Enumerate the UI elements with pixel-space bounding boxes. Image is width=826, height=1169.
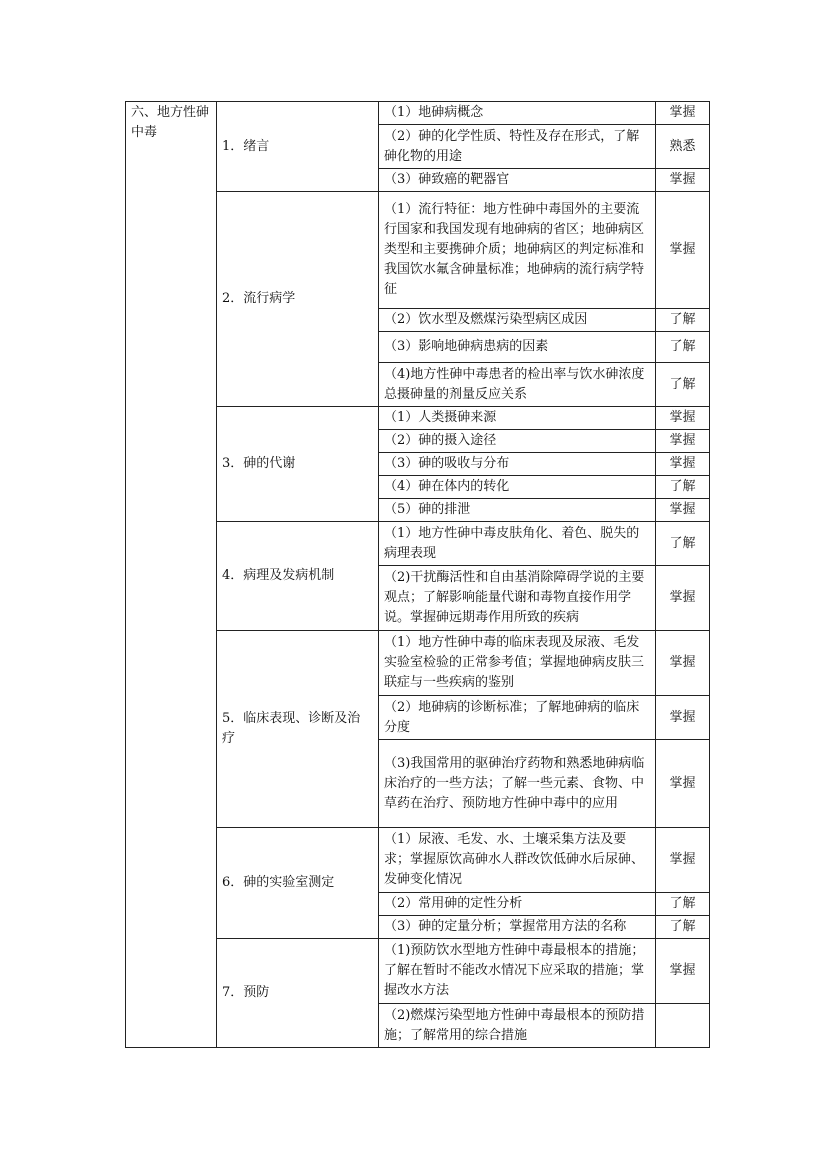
requirement-level: 掌握: [656, 696, 710, 740]
table-row: [126, 102, 710, 125]
content-item: （1）人类摄砷来源: [379, 407, 656, 430]
content-item: （2）砷的摄入途径: [379, 430, 656, 453]
syllabus-table: [125, 101, 710, 1048]
content-item: （3）影响地砷病患病的因素: [379, 332, 656, 363]
requirement-level: 了解: [656, 332, 710, 363]
requirement-level: 掌握: [656, 169, 710, 192]
content-item: （1）流行特征：地方性砷中毒国外的主要流行国家和我国发现有地砷病的省区；地砷病区类型和主要携砷介质；地砷病区的判定标准和我国饮水氟含砷量标准；地砷病的流行病学特征: [379, 192, 656, 309]
content-item: （4)地方性砷中毒患者的检出率与饮水砷浓度总摄砷量的剂量反应关系: [379, 363, 656, 407]
requirement-level: 了解: [656, 916, 710, 939]
requirement-level: 熟悉: [656, 125, 710, 169]
requirement-level: 掌握: [656, 566, 710, 631]
requirement-level: 掌握: [656, 430, 710, 453]
requirement-level: 了解: [656, 522, 710, 566]
requirement-level: 了解: [656, 309, 710, 332]
content-item: （2）常用砷的定性分析: [379, 893, 656, 916]
syllabus-body: [126, 102, 710, 1048]
content-item: （2）饮水型及燃煤污染型病区成因: [379, 309, 656, 332]
content-item: （2)燃煤污染型地方性砷中毒最根本的预防措施；了解常用的综合措施: [379, 1004, 656, 1048]
unit-title: 2．流行病学: [217, 192, 379, 407]
content-item: （1）地砷病概念: [379, 102, 656, 125]
unit-title: 5．临床表现、诊断及治疗: [217, 631, 379, 828]
content-item: （3）砷致癌的靶器官: [379, 169, 656, 192]
requirement-level: 掌握: [656, 192, 710, 309]
unit-title: 3．砷的代谢: [217, 407, 379, 522]
requirement-level: [656, 1004, 710, 1048]
content-item: （1）尿液、毛发、水、土壤采集方法及要求；掌握原饮高砷水人群改饮低砷水后尿砷、发砷变化情况: [379, 828, 656, 893]
chapter-title: 六、地方性砷中毒: [126, 102, 217, 1048]
content-item: （3）砷的吸收与分布: [379, 453, 656, 476]
content-item: （1）地方性砷中毒皮肤角化、着色、脱失的病理表现: [379, 522, 656, 566]
requirement-level: 掌握: [656, 453, 710, 476]
content-item: （2)干扰酶活性和自由基消除障碍学说的主要观点；了解影响能量代谢和毒物直接作用学说。掌握砷远期毒作用所致的疾病: [379, 566, 656, 631]
requirement-level: 掌握: [656, 499, 710, 522]
requirement-level: 掌握: [656, 939, 710, 1004]
unit-title: 7．预防: [217, 939, 379, 1048]
content-item: （2）砷的化学性质、特性及存在形式，了解砷化物的用途: [379, 125, 656, 169]
content-item: （5）砷的排泄: [379, 499, 656, 522]
requirement-level: 掌握: [656, 102, 710, 125]
requirement-level: 了解: [656, 476, 710, 499]
content-item: （1）地方性砷中毒的临床表现及尿液、毛发实验室检验的正常参考值；掌握地砷病皮肤三联症与一些疾病的鉴别: [379, 631, 656, 696]
content-item: （2）地砷病的诊断标准；了解地砷病的临床分度: [379, 696, 656, 740]
requirement-level: 掌握: [656, 828, 710, 893]
unit-title: 4．病理及发病机制: [217, 522, 379, 631]
unit-title: 6．砷的实验室测定: [217, 828, 379, 939]
requirement-level: 掌握: [656, 631, 710, 696]
content-item: （3)我国常用的驱砷治疗药物和熟悉地砷病临床治疗的一些方法；了解一些元素、食物、中草药在治疗、预防地方性砷中毒中的应用: [379, 740, 656, 828]
content-item: （1)预防饮水型地方性砷中毒最根本的措施；了解在暂时不能改水情况下应采取的措施；掌握改水方法: [379, 939, 656, 1004]
requirement-level: 掌握: [656, 407, 710, 430]
content-item: （4）砷在体内的转化: [379, 476, 656, 499]
content-item: （3）砷的定量分析；掌握常用方法的名称: [379, 916, 656, 939]
requirement-level: 了解: [656, 363, 710, 407]
requirement-level: 掌握: [656, 740, 710, 828]
requirement-level: 了解: [656, 893, 710, 916]
unit-title: 1．绪言: [217, 102, 379, 192]
